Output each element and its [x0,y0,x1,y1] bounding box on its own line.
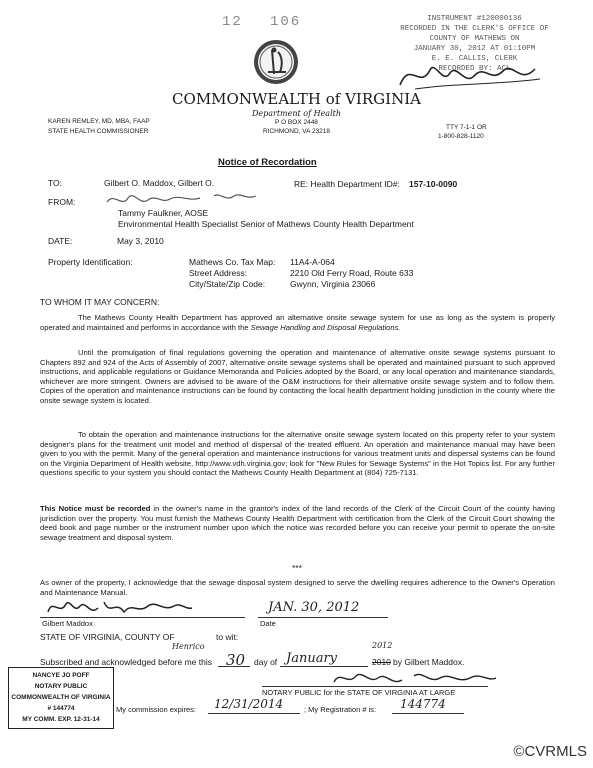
stamp-line: COUNTY OF MATHEWS ON [429,35,520,43]
property-label: Property Identification: [48,257,133,267]
tax-map-label: Mathews Co. Tax Map: [189,257,276,267]
paragraph-regulations: Until the promulgation of final regulations governing the operation and maintenance of alternative onsite sewage systems pursuant to Chapters 892 and 924 of the Acts of Assembly of 2007, alternative onsite sewage systems shall be operated and maintained pursuant to such approved instructions, and applicable regulations or Guidance Memoranda and Policies adopted by the Board, or any local operation and maintenance standards, whichever are more stringent. Owners are advised to be aware of the O&M instructions for their alternative onsite sewage system and to follow them. Copies of the operation and maintenance instructions can be found by contacting the local health department holding jurisdiction in the county where the onsite sewage system is located. [40,348,555,405]
stamp-line: E. E. CALLIS, CLERK [431,55,518,63]
stamp-line: INSTRUMENT #120000136 [427,15,522,23]
notary-year-handwritten: 2012 [372,641,393,650]
owner-name-label: Gilbert Maddox [42,619,93,628]
notice-title: Notice of Recordation [218,157,317,168]
to-value: Gilbert O. Maddox, Gilbert O. [104,178,215,188]
notary-signature-line [262,686,488,687]
paragraph-instructions: To obtain the operation and maintenance instructions for the alternative onsite sewage system located on this property refer to your system designer's plans for the treatment unit model and method of dispersal of the treated effluent. An operation and maintenance manual may have been given to you with the permit. Many of the general operation and maintenance instructions for various treatment units and dispersal systems can be found on the Virginia Department of Health website, http://www.vdh.virginia.gov; look for "New Rules for Sewage Systems" in the Hot Topics list. For any further questions specific to your system you should contact the Mathews County Health Department at (804) 725-7131. [40,430,555,478]
to-label: TO: [48,178,63,188]
health-dept-id: 157-10-0090 [409,179,458,189]
stamp-line: RECORDED BY: ACL [438,65,511,73]
owner-date-label: Date [260,619,276,628]
recording-requirement: This Notice must be recorded [40,504,151,513]
notary-to-wit: to wit: [216,632,239,642]
page-number-right: 106 [270,14,302,30]
regulations-reference: Sewage Handling and Disposal Regulations. [250,322,401,332]
commonwealth-title: COMMONWEALTH of VIRGINIA [172,90,421,108]
expires-label: My commission expires: [116,705,197,714]
stamp-line: JANUARY 30, 2012 AT 01:10PM [413,45,536,53]
from-name: Tammy Faulkner, AOSE [118,208,209,218]
expires-line [208,713,300,714]
commissioner-name: KAREN REMLEY, MD, MBA, FAAP [48,118,150,125]
paragraph-recording-text: in the owner's name in the grantor's index of the land records of the Clerk of the Circuit Court of the county having jurisdiction over the property. You must furnish the Mathews County Health Department with certification from the Clerk of the Circuit Court showing the deed book and page number or the instrument number upon which the notice was recorded before you can receive your permit to operate the on-site sewage treatment and disposal system. [40,504,555,542]
commissioner-title: STATE HEALTH COMMISSIONER [48,128,149,135]
virginia-seal-icon [252,38,300,86]
street-value: 2210 Old Ferry Road, Route 633 [290,268,414,278]
phone-line: 1-800-828-1120 [438,133,484,140]
salutation: TO WHOM IT MAY CONCERN: [40,297,160,307]
page-number-left: 12 [222,14,243,30]
seal-line: NOTARY PUBLIC [34,683,88,690]
notary-year-typed: 2010 [372,657,391,667]
street-label: Street Address: [189,268,248,278]
paragraph-recording [40,504,555,542]
stamp-line: RECORDED IN THE CLERK'S OFFICE OF [400,25,549,33]
notary-public-label: NOTARY PUBLIC for the STATE OF VIRGINIA AT LARGE [262,688,456,697]
po-box: P O BOX 2448 [275,119,318,126]
department-name: Department of Health [251,109,342,118]
paragraph-approval-text: The Mathews County Health Department has approved an alternative onsite sewage system for use as long as the system is properly operated and maintained and performs in accordance with the [40,313,555,332]
from-label: FROM: [48,197,76,207]
city-value: Gwynn, Virginia 23066 [290,279,376,289]
re-label: RE: Health Department ID#: [294,179,400,189]
owner-signature-line [40,617,245,618]
tax-map-value: 11A4-A-064 [290,257,335,267]
seal-line: COMMONWEALTH OF VIRGINIA [11,694,111,701]
clerk-signature [395,55,545,95]
cvrmls-watermark: ©CVRMLS [513,743,587,760]
separator: *** [292,563,302,573]
city-label: City/State/Zip Code: [189,279,266,289]
registration-label: ; My Registration # is: [304,705,377,714]
notary-month-value: January [286,651,338,666]
registration-value: 144774 [400,697,446,711]
registration-line [392,713,464,714]
month-line [280,666,368,667]
date-value: May 3, 2010 [117,236,164,246]
from-title: Environmental Health Specialist Senior of Mathews County Health Department [118,219,414,229]
paragraph-approval [40,313,555,332]
notary-by-suffix: by Gilbert Maddox. [393,657,465,667]
day-line [218,666,250,667]
notary-seal [8,667,114,729]
dept-city: RICHMOND, VA 23218 [262,128,331,135]
subscribed-prefix: Subscribed and acknowledged before me this [40,657,212,667]
acknowledgement: As owner of the property, I acknowledge that the sewage disposal system designed to serve the dwelling requires adherence to the Owner's Operation and Maintenance Manual. [40,578,555,597]
notary-state-line: STATE OF VIRGINIA, COUNTY OF [40,632,175,642]
owner-date-line [258,617,388,618]
seal-line: # 144774 [47,705,75,712]
expires-value: 12/31/2014 [214,697,284,711]
seal-line: NANCYE JO POFF [32,672,90,679]
date-label: DATE: [48,236,73,246]
seal-line: MY COMM. EXP. 12-31-14 [22,716,100,723]
owner-date-value: JAN. 30, 2012 [268,600,360,615]
notary-county-handwritten: Henrico [172,642,205,651]
tty-line: TTY 7-1-1 OR [446,124,487,131]
notary-day-value: 30 [226,651,246,669]
day-of-label: day of [254,657,278,667]
